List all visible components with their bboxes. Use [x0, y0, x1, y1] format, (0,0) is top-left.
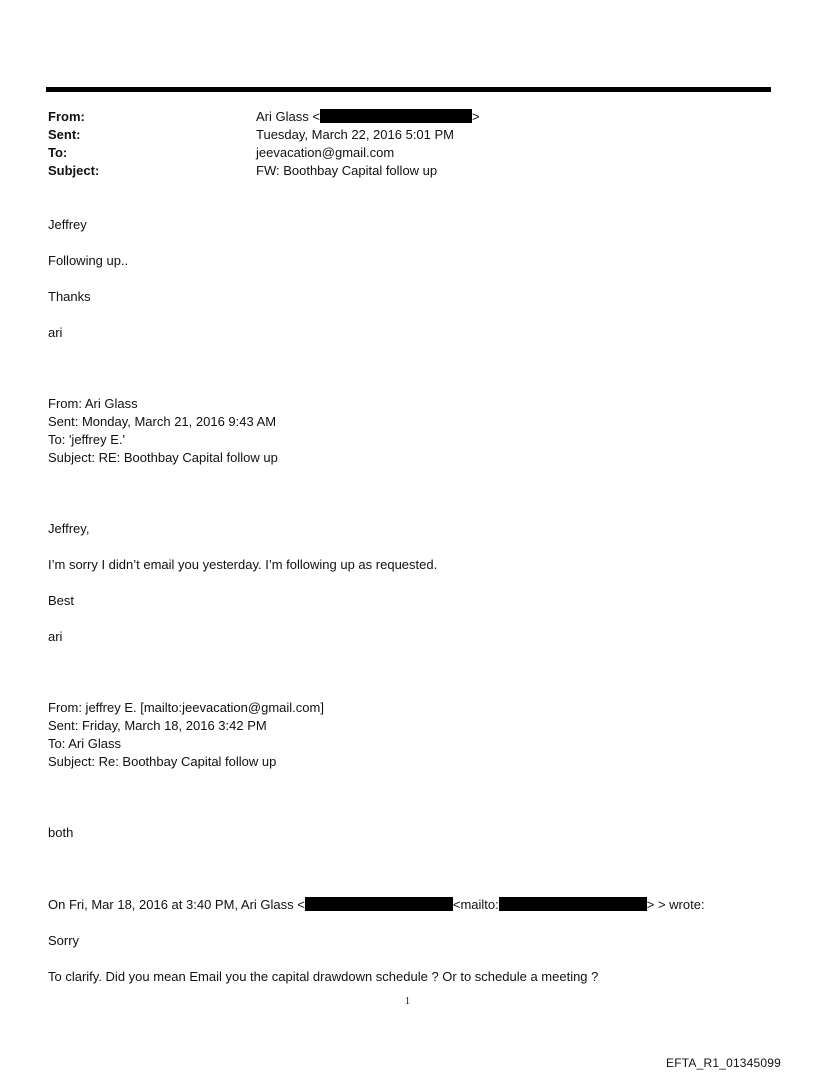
quote2-sent: Sent: Friday, March 18, 2016 3:42 PM [48, 718, 267, 733]
quote1-line2: Best [48, 593, 75, 608]
from-value [256, 108, 480, 126]
quote3-intro-suffix: > > wrote: [646, 897, 705, 912]
redaction-box [499, 897, 647, 911]
quote3-intro-mailto: <mailto: [452, 897, 499, 912]
quote2-to: To: Ari Glass [48, 736, 121, 751]
from-name: Ari Glass < [256, 109, 320, 124]
quote1-from: From: Ari Glass [48, 396, 138, 411]
sent-label: Sent: [48, 127, 81, 142]
quote1-to: To: 'jeffrey E.' [48, 432, 125, 447]
quote3-line2: To clarify. Did you mean Email you the capital drawdown schedule ? Or to schedule a meeting ? [48, 969, 599, 984]
from-bracket: > [471, 109, 480, 124]
subject-value: FW: Boothbay Capital follow up [256, 163, 438, 178]
quote3-line1: Sorry [48, 933, 80, 948]
document-id-footer: EFTA_R1_01345099 [666, 1056, 782, 1070]
quote2-from: From: jeffrey E. [mailto:jeevacation@gmail.com] [48, 700, 324, 715]
body1-line1: Following up.. [48, 253, 129, 268]
redaction-box [305, 897, 453, 911]
subject-label: Subject: [48, 163, 100, 178]
to-value[interactable]: jeevacation@gmail.com [256, 145, 395, 160]
quote1-sent: Sent: Monday, March 21, 2016 9:43 AM [48, 414, 277, 429]
quote3-intro-prefix: On Fri, Mar 18, 2016 at 3:40 PM, Ari Glass < [48, 897, 305, 912]
body1-line2: Thanks [48, 289, 91, 304]
quote1-line1: I’m sorry I didn’t email you yesterday. I’m following up as requested. [48, 557, 438, 572]
quote2-subject: Subject: Re: Boothbay Capital follow up [48, 754, 277, 769]
quote1-signature: ari [48, 629, 63, 644]
body1-greeting: Jeffrey [48, 217, 87, 232]
body1-signature: ari [48, 325, 63, 340]
to-label: To: [48, 145, 68, 160]
from-label: From: [48, 109, 85, 124]
header-rule [46, 87, 771, 92]
quote1-subject: Subject: RE: Boothbay Capital follow up [48, 450, 278, 465]
sent-value: Tuesday, March 22, 2016 5:01 PM [256, 127, 454, 142]
quote3-intro [48, 896, 705, 914]
page-number: 1 [405, 996, 410, 1007]
quote1-greeting: Jeffrey, [48, 521, 90, 536]
quote2-body: both [48, 825, 74, 840]
redaction-box [320, 109, 472, 123]
